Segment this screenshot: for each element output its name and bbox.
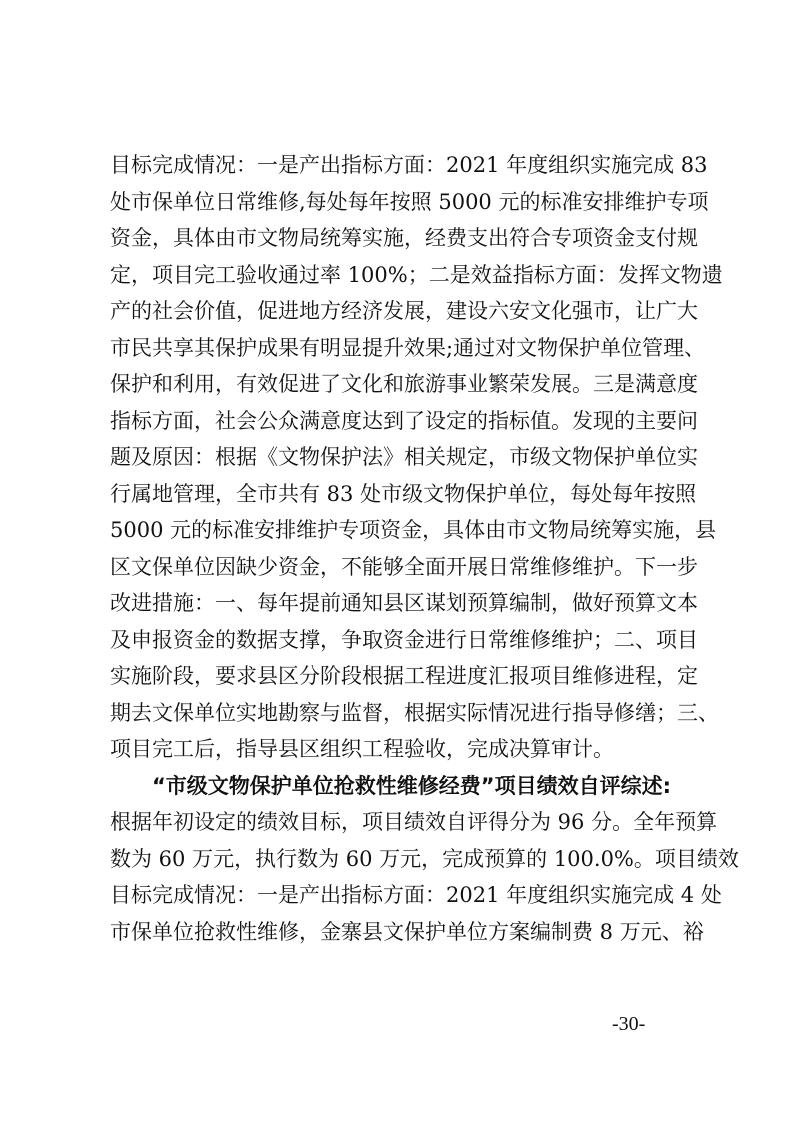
text-line: 5000 元的标准安排维护专项资金，具体由市文物局统筹实施，县 (110, 518, 717, 542)
text-line: 指标方面，社会公众满意度达到了设定的指标值。发现的主要问 (110, 408, 698, 433)
text-line: 题及原因：根据《文物保护法》相关规定，市级文物保护单位实 (110, 445, 698, 469)
text-line: 数为 60 万元，执行数为 60 万元，完成预算的 100.0%。项目绩效 (110, 846, 739, 871)
text-line: 保护和利用，有效促进了文化和旅游事业繁荣发展。三是满意度 (110, 372, 698, 396)
text-line: 改进措施：一、每年提前通知县区谋划预算编制，做好预算文本 (110, 591, 698, 615)
text-line: 行属地管理，全市共有 83 处市级文物保护单位，每处每年按照 (110, 481, 697, 506)
paragraph-summary (110, 804, 739, 950)
text-line: 处市保单位日常维修,每处每年按照 5000 元的标准安排维护专项 (110, 189, 709, 214)
text-line: 目标完成情况：一是产出指标方面：2021 年度组织实施完成 83 (110, 153, 708, 177)
text-line: 定，项目完工验收通过率 100%；二是效益指标方面：发挥文物遗 (110, 262, 723, 287)
text-line: 市保单位抢救性维修，金寨县文保护单位方案编制费 8 万元、裕 (110, 919, 704, 944)
text-line: 根据年初设定的绩效目标，项目绩效自评得分为 96 分。全年预算 (110, 810, 718, 834)
text-line: 资金，具体由市文物局统筹实施，经费支出符合专项资金支付规 (110, 226, 698, 250)
text-line: 市民共享其保护成果有明显提升效果;通过对文物保护单位管理、 (110, 335, 706, 360)
text-line: 实施阶段，要求县区分阶段根据工程进度汇报项目维修进程，定 (110, 664, 698, 688)
section-heading: “市级文物保护单位抢救性维修经费”项目绩效自评综述: (152, 773, 671, 798)
text-line: 区文保单位因缺少资金，不能够全面开展日常维修维护。下一步 (110, 554, 698, 579)
page-number: -30- (612, 1013, 646, 1035)
text-line: 期去文保单位实地勘察与监督，根据实际情况进行指导修缮；三、 (110, 700, 719, 725)
text-line: 目标完成情况：一是产出指标方面：2021 年度组织实施完成 4 处 (110, 883, 722, 907)
paragraph-objectives (110, 147, 723, 768)
text-line: 项目完工后，指导县区组织工程验收，完成决算审计。 (110, 737, 614, 761)
text-line: 产的社会价值，促进地方经济发展，建设六安文化强市，让广大 (110, 299, 698, 323)
document-body (110, 147, 739, 950)
text-line: 及申报资金的数据支撑，争取资金进行日常维修维护；二、项目 (110, 627, 698, 652)
